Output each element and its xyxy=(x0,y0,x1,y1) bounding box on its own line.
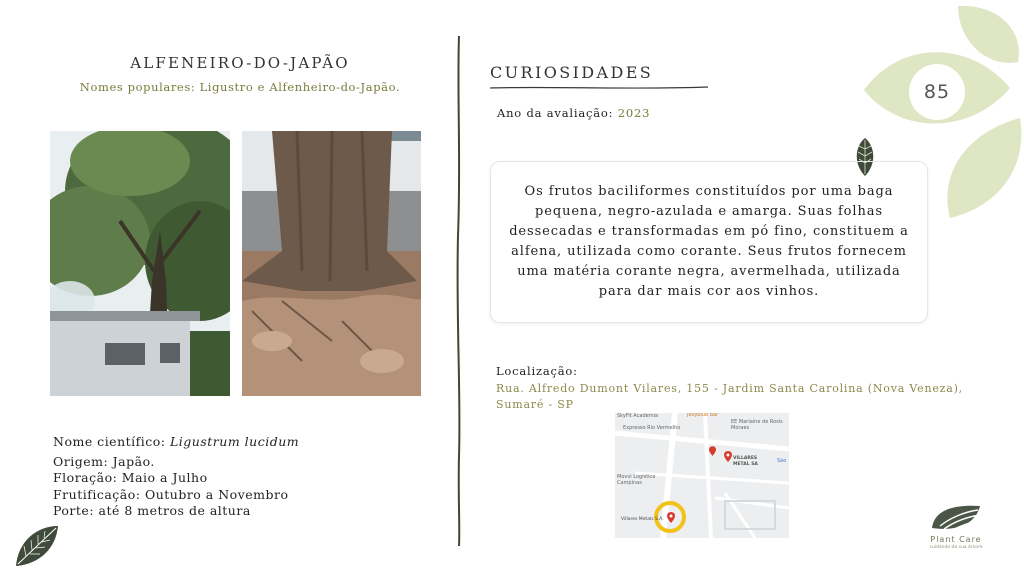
map-label-sao: São xyxy=(777,458,787,464)
scientific-name-value: Ligustrum lucidum xyxy=(170,434,300,449)
map-label-expresso: Expresso Rio Vermelho xyxy=(623,425,681,431)
tree-canopy-photo xyxy=(50,131,230,396)
map-label-movvi: Movvi Logística Campinas xyxy=(617,474,656,486)
popular-names: Nomes populares: Ligustro e Alfenheiro-do-Japão. xyxy=(79,80,401,94)
map-label-jellyblue: Jellyblue Bar xyxy=(687,413,719,418)
tree-trunk-photo xyxy=(242,131,421,396)
scientific-name xyxy=(53,434,299,449)
map-pin-icon[interactable] xyxy=(724,451,732,462)
column-divider xyxy=(455,36,463,546)
brand-tagline: cuidando da sua árvore xyxy=(929,545,983,550)
scientific-name-label: Nome científico: xyxy=(53,434,170,449)
brand-logo xyxy=(930,502,982,534)
curiosities-text: Os frutos baciliformes constituídos por uma baga pequena, negro-azulada e amarga. Suas folhas dessecadas e transformadas em pó fino, constituem a alfena, utilizada como corante. Seus frutos fornecem uma matéria corante negra, avermelhada, utilizada para dar mais cor aos vinhos. xyxy=(509,184,909,299)
map-label-villares-top: VILLARES METAL SA xyxy=(733,456,758,467)
title-underline xyxy=(488,84,710,92)
location-label: Localização: xyxy=(496,364,578,378)
map-label-villares-bottom: Villares Metals S.A. xyxy=(621,517,664,522)
leaf-icon xyxy=(12,522,60,570)
flowering: Floração: Maio a Julho xyxy=(53,470,208,485)
brand-name: Plant Care xyxy=(930,535,982,544)
curiosities-box xyxy=(490,161,928,323)
evaluation-year xyxy=(497,106,650,120)
evaluation-value: 2023 xyxy=(617,106,651,120)
map-pin-icon[interactable] xyxy=(709,446,716,456)
location-address: Rua. Alfredo Dumont Vilares, 155 - Jardim Santa Carolina (Nova Veneza), Sumaré - SP xyxy=(496,382,963,411)
map-label-marmoraria: EE Marlaine de Rosis Moraes xyxy=(731,419,783,431)
map-label-academia: SkyFit Academia xyxy=(617,413,659,419)
map-pin-icon[interactable] xyxy=(667,512,675,523)
origin: Origem: Japão. xyxy=(53,454,155,469)
species-title: ALFENEIRO-DO-JAPÃO xyxy=(130,54,350,72)
location-map[interactable] xyxy=(615,413,789,538)
tree-size: Porte: até 8 metros de altura xyxy=(53,503,251,518)
evaluation-label: Ano da avaliação: xyxy=(497,106,618,120)
page-number: 85 xyxy=(909,64,965,120)
fruiting: Frutificação: Outubro a Novembro xyxy=(53,487,289,502)
curiosities-title: CURIOSIDADES xyxy=(490,63,654,82)
